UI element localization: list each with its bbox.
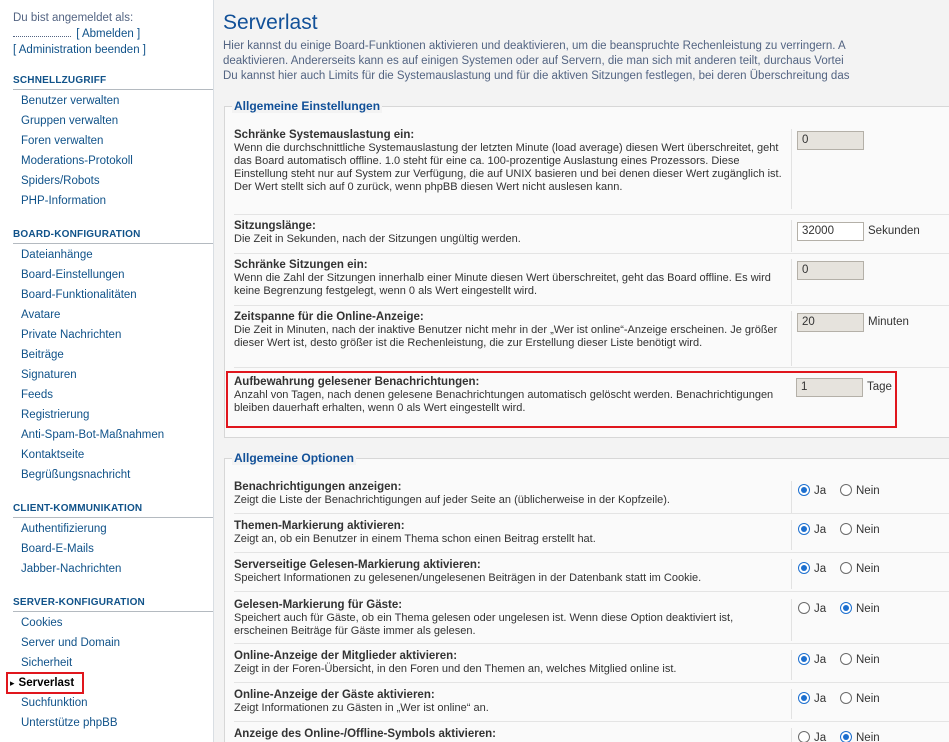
read-notification-expire-unit: Tage <box>867 381 892 393</box>
option-desc: Zeigt in der Foren-Übersicht, in den Foren und den Themen an, welches Mitglied online ist. <box>234 663 677 675</box>
row-separator <box>234 253 949 254</box>
menu-item-serverlast-label: Serverlast <box>18 677 75 689</box>
option-label <box>234 481 789 507</box>
option-label <box>234 650 789 676</box>
menu-item-private-nachrichten[interactable]: Private Nachrichten <box>21 329 122 341</box>
option-desc: Zeigt Informationen zu Gästen in „Wer ist online“ an. <box>234 702 489 714</box>
section-title-board-konfiguration: BOARD-KONFIGURATION <box>13 229 213 244</box>
menu-item-foren-verwalten[interactable]: Foren verwalten <box>21 135 104 147</box>
option-desc: Zeigt die Liste der Benachrichtigungen auf jeder Seite an (üblicherweise in der Kopfzeile). <box>234 494 670 506</box>
radio-yes[interactable] <box>798 602 826 615</box>
setting-desc: Wenn die durchschnittliche Systemauslastung der letzten Minute (load average) diesen Wert überschreitet, geht das Board automatisch offline. 1.0 steht für eine ca. 100-prozentige Auslastung eines Prozessors. Diese Einstellung steht nur auf System zur Verfügung, die auf UNIX basieren und bei denen dieser Wert zugänglich ist. Der Wert stellt sich auf 0 zurück, wenn phpBB diesen Wert nicht auslesen kann. <box>234 142 782 193</box>
menu-item-spiders-robots[interactable]: Spiders/Robots <box>21 175 100 187</box>
setting-row-limit-load <box>234 129 949 209</box>
radio-yes-label: Ja <box>814 603 827 615</box>
row-separator <box>234 591 949 592</box>
option-label <box>234 728 789 741</box>
option-row-online-guests <box>234 689 949 719</box>
setting-desc: Die Zeit in Minuten, nach der inaktive Benutzer nicht mehr in der „Wer ist online“-Anzeige erscheinen. Je größer dieser Wert ist, desto größer ist die Rechenleistung, die zur Erstellung dieser Liste benötigt wird. <box>234 324 778 349</box>
logout-link[interactable]: [ Abmelden ] <box>76 28 141 40</box>
option-row-online-offline-icon <box>234 728 949 742</box>
row-separator <box>234 552 949 553</box>
row-separator <box>234 721 949 722</box>
menu-item-board-funktionalitaeten[interactable]: Board-Funktionalitäten <box>21 289 137 301</box>
option-desc: Speichert auch für Gäste, ob ein Thema gelesen oder ungelesen ist. Wenn diese Option deaktiviert ist, erscheinen Beiträge für Gäste immer als gelesen. <box>234 612 734 637</box>
radio-no[interactable] <box>840 602 880 615</box>
menu-item-board-e-mails[interactable]: Board-E-Mails <box>21 543 94 555</box>
login-info <box>13 10 208 58</box>
option-row-topic-dots <box>234 520 949 550</box>
radio-no[interactable] <box>840 731 880 742</box>
option-label <box>234 599 789 638</box>
radio-no-label: Nein <box>856 485 880 497</box>
active-arrow-icon: ▸ <box>10 678 15 688</box>
setting-title: Aufbewahrung gelesener Benachrichtungen: <box>234 376 480 388</box>
option-control <box>791 520 949 550</box>
radio-no[interactable] <box>840 653 880 666</box>
radio-dot-icon <box>798 602 810 614</box>
radio-yes-label: Ja <box>814 524 827 536</box>
radio-dot-checked-icon <box>840 602 852 614</box>
setting-desc: Wenn die Zahl der Sitzungen innerhalb einer Minute diesen Wert überschreitet, geht das Board offline. Es wird keine Begrenzung festgelegt, wenn 0 als Wert eingestellt wird. <box>234 272 771 297</box>
option-control <box>791 689 949 719</box>
radio-dot-icon <box>840 484 852 496</box>
page-desc-line-3: Du kannst hier auch Limits für die Systemauslastung und für die aktiven Sitzungen festlegen, bei deren Überschreitung das <box>223 70 850 82</box>
menu-item-avatare[interactable]: Avatare <box>21 309 61 321</box>
limit-load-input[interactable]: 0 <box>797 131 864 150</box>
option-row-show-notifications <box>234 481 949 513</box>
menu-item-board-einstellungen[interactable]: Board-Einstellungen <box>21 269 125 281</box>
radio-no-label: Nein <box>856 732 880 742</box>
menu-item-feeds[interactable]: Feeds <box>21 389 53 401</box>
radio-no-label: Nein <box>856 524 880 536</box>
radio-yes[interactable] <box>798 653 826 666</box>
radio-yes-label: Ja <box>814 563 827 575</box>
session-length-input[interactable]: 32000 <box>797 222 864 241</box>
row-separator <box>234 643 949 644</box>
setting-control <box>791 311 949 366</box>
option-desc: Zeigt an, ob ein Benutzer in einem Thema schon einen Beitrag erstellt hat. <box>234 533 596 545</box>
setting-title: Sitzungslänge: <box>234 220 316 232</box>
menu-item-server-und-domain[interactable]: Server und Domain <box>21 637 121 649</box>
username-redacted <box>13 31 71 37</box>
menu-item-begruessungsnachricht[interactable]: Begrüßungsnachricht <box>21 469 131 481</box>
radio-dot-checked-icon <box>840 731 852 742</box>
menu-item-serverlast-active[interactable] <box>6 672 84 694</box>
read-notification-expire-input[interactable]: 1 <box>796 378 863 397</box>
option-row-online-members <box>234 650 949 680</box>
menu-item-authentifizierung[interactable]: Authentifizierung <box>21 523 107 535</box>
online-timespan-unit: Minuten <box>868 316 909 328</box>
setting-control <box>791 129 949 209</box>
radio-no[interactable] <box>840 692 880 705</box>
row-separator <box>234 305 949 306</box>
radio-yes-label: Ja <box>814 654 827 666</box>
menu-item-cookies[interactable]: Cookies <box>21 617 63 629</box>
menu-item-jabber-nachrichten[interactable]: Jabber-Nachrichten <box>21 563 122 575</box>
radio-no-label: Nein <box>856 654 880 666</box>
option-row-guest-read-tracking <box>234 599 949 641</box>
setting-title: Schränke Systemauslastung ein: <box>234 129 415 141</box>
radio-yes-label: Ja <box>814 485 827 497</box>
option-label <box>234 559 789 585</box>
menu-item-php-information[interactable]: PHP-Information <box>21 195 107 207</box>
radio-dot-icon <box>840 692 852 704</box>
menu-item-gruppen-verwalten[interactable]: Gruppen verwalten <box>21 115 119 127</box>
menu-item-sicherheit[interactable]: Sicherheit <box>21 657 73 669</box>
section-title-server-konfiguration: SERVER-KONFIGURATION <box>13 597 213 612</box>
highlight-annotation-box <box>226 371 897 428</box>
menu-item-moderations-protokoll[interactable]: Moderations-Protokoll <box>21 155 133 167</box>
page-title: Serverlast <box>223 11 318 34</box>
option-title: Benachrichtigungen anzeigen: <box>234 481 402 493</box>
row-separator <box>234 682 949 683</box>
radio-dot-icon <box>798 731 810 742</box>
radio-yes[interactable] <box>798 562 826 575</box>
radio-dot-icon <box>840 653 852 665</box>
page-desc-line-1: Hier kannst du einige Board-Funktionen aktivieren und deaktivieren, um die beanspruchte Rechenleistung zu verringern. A <box>223 40 846 52</box>
radio-dot-checked-icon <box>798 562 810 574</box>
option-control <box>791 599 949 641</box>
legend-general-options: Allgemeine Optionen <box>234 451 355 465</box>
option-desc: Speichert Informationen zu gelesenen/ungelesenen Beiträgen in der Datenbank statt im Cookie. <box>234 572 702 584</box>
menu-item-signaturen[interactable]: Signaturen <box>21 369 77 381</box>
limit-sessions-input[interactable]: 0 <box>797 261 864 280</box>
radio-dot-checked-icon <box>798 484 810 496</box>
setting-label <box>234 129 789 194</box>
radio-yes[interactable] <box>798 523 826 536</box>
option-title: Gelesen-Markierung für Gäste: <box>234 599 403 611</box>
radio-yes[interactable] <box>798 484 826 497</box>
menu-item-anti-spam-bot[interactable]: Anti-Spam-Bot-Maßnahmen <box>21 429 165 441</box>
row-separator <box>234 214 949 215</box>
radio-dot-checked-icon <box>798 692 810 704</box>
option-title: Online-Anzeige der Gäste aktivieren: <box>234 689 435 701</box>
radio-dot-checked-icon <box>798 523 810 535</box>
setting-title: Zeitspanne für die Online-Anzeige: <box>234 311 424 323</box>
option-control <box>791 481 949 513</box>
setting-control <box>791 259 949 304</box>
option-control <box>791 650 949 680</box>
option-title: Online-Anzeige der Mitglieder aktivieren: <box>234 650 458 662</box>
section-title-schnellzugriff: SCHNELLZUGRIFF <box>13 75 213 90</box>
radio-no[interactable] <box>840 562 880 575</box>
section-title-client-kommunikation: CLIENT-KOMMUNIKATION <box>13 503 213 518</box>
radio-dot-icon <box>840 562 852 574</box>
radio-yes-label: Ja <box>814 693 827 705</box>
session-length-unit: Sekunden <box>868 225 920 237</box>
radio-yes[interactable] <box>798 731 826 742</box>
legend-general-settings: Allgemeine Einstellungen <box>234 99 381 113</box>
setting-label <box>234 220 789 246</box>
menu-item-beitraege[interactable]: Beiträge <box>21 349 64 361</box>
menu-item-kontaktseite[interactable]: Kontaktseite <box>21 449 85 461</box>
setting-row-online-timespan <box>234 311 949 366</box>
radio-no-label: Nein <box>856 563 880 575</box>
radio-yes[interactable] <box>798 692 826 705</box>
online-timespan-input[interactable]: 20 <box>797 313 864 332</box>
option-row-db-track <box>234 559 949 589</box>
option-title: Serverseitige Gelesen-Markierung aktivieren: <box>234 559 481 571</box>
setting-row-session-length <box>234 220 949 252</box>
page-desc-line-2: deaktivieren. Andererseits kann es auf einigen Systemen oder auf Servern, die man sich mit anderen teilt, durchaus Vortei <box>223 55 844 67</box>
option-control <box>791 728 949 742</box>
admin-end-link[interactable]: [ Administration beenden ] <box>13 44 146 56</box>
page-description <box>223 39 949 84</box>
option-control <box>791 559 949 589</box>
radio-yes-label: Ja <box>814 732 827 742</box>
radio-no[interactable] <box>840 523 880 536</box>
sidebar <box>0 0 213 742</box>
setting-label <box>234 259 789 298</box>
option-title: Anzeige des Online-/Offline-Symbols aktivieren: <box>234 728 497 740</box>
setting-control <box>791 220 949 252</box>
radio-dot-checked-icon <box>798 653 810 665</box>
setting-row-limit-sessions <box>234 259 949 304</box>
menu-item-unterstuetze-phpbb[interactable]: Unterstütze phpBB <box>21 717 118 729</box>
menu-item-dateianhaenge[interactable]: Dateianhänge <box>21 249 93 261</box>
menu-item-suchfunktion[interactable]: Suchfunktion <box>21 697 88 709</box>
row-separator <box>234 367 949 368</box>
setting-desc: Die Zeit in Sekunden, nach der Sitzungen ungültig werden. <box>234 233 521 245</box>
menu-item-registrierung[interactable]: Registrierung <box>21 409 90 421</box>
setting-desc: Anzahl von Tagen, nach denen gelesene Benachrichtungen automatisch gelöscht werden. Benachrichtigungen bleiben dauerhaft erhalten, wenn 0 als Wert eingestellt wird. <box>234 389 774 414</box>
option-label <box>234 520 789 546</box>
setting-label <box>234 311 789 350</box>
setting-title: Schränke Sitzungen ein: <box>234 259 368 271</box>
radio-dot-icon <box>840 523 852 535</box>
option-title: Themen-Markierung aktivieren: <box>234 520 405 532</box>
row-separator <box>234 513 949 514</box>
radio-no-label: Nein <box>856 603 880 615</box>
option-label <box>234 689 789 715</box>
menu-item-benutzer-verwalten[interactable]: Benutzer verwalten <box>21 95 120 107</box>
radio-no[interactable] <box>840 484 880 497</box>
radio-no-label: Nein <box>856 693 880 705</box>
login-prefix: Du bist angemeldet als: <box>13 12 134 24</box>
